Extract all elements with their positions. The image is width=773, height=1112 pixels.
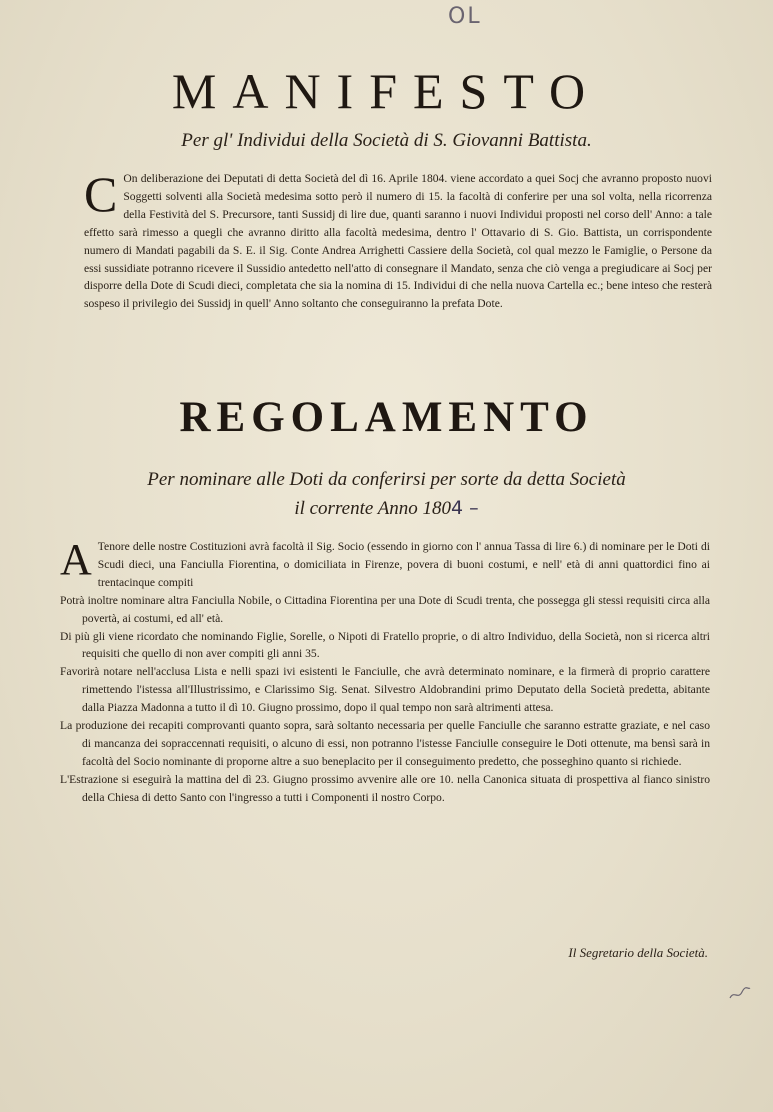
manifesto-body-text: On deliberazione dei Deputati di detta Società del dì 16. Aprile 1804. viene accordato a quei Socj che avranno proposto nuovi Soggetti solventi alla Società medesima sotto però il numero di 15. la facoltà di conferire per una sol volta, nella ricorrenza della Festività del S. Precursore, tanti Sussidj di lire due, quanti saranno i nuovi Individui proposti nel corso dell' Anno: a tale effetto sarà rimesso a quegli che avranno diritto alla facoltà medesima, dentro l' Ottavario di S. Gio. Battista, un corrispondente numero di Mandati pagabili da S. E. il Sig. Conte Andrea Arrighetti Cassiere della Società, col qual mezzo le Famiglie, o Persone da essi sussidiate potranno ricevere il Sussidio antedetto nell'atto di consegnare il Mandato, senza che ciò venga a pregiudicare ai Socj per disporre della Dote di Scudi dieci, completata che sia la nomina di 15. Individui di che nella nuova Cartella ec.; bene inteso che resterà sospeso il privilegio dei Sussidj in quell' Anno soltanto che conseguiranno la prefata Dote. xyxy=(84,172,712,311)
regolamento-dropcap: A xyxy=(60,535,92,584)
regolamento-paragraph-3: Di più gli viene ricordato che nominando Figlie, Sorelle, o Nipoti di Fratello proprie, o di altro Individuo, della Società, non si ricerca altri requisiti che quello di non aver compiti gli anni 35. xyxy=(60,629,710,661)
regolamento-year-handwritten: 4 – xyxy=(451,497,479,519)
regolamento-paragraph-5: La produzione dei recapiti comprovanti quanto sopra, sarà soltanto necessaria per quelle Fanciulle che saranno estratte graziate, e nel caso di mancanza dei sopraccennati requisiti, o alcuno di essi, non potranno l'istesse Fanciulle conseguire le Doti ottenute, ma bensì sarà in facoltà del Socio nominante di proporne altre a suo beneplacito per il conseguimento predetto, che posseghino quanto si richiede. xyxy=(60,719,710,768)
manifesto-dropcap: C xyxy=(84,166,118,222)
manifesto-body xyxy=(84,166,712,313)
manifesto-title: MANIFESTO xyxy=(171,63,602,119)
regolamento-subtitle-printed: il corrente Anno 180 xyxy=(294,498,452,519)
manifesto-subtitle: Per gl' Individui della Società di S. Giovanni Battista. xyxy=(181,130,592,151)
regolamento-paragraph-1-text: Tenore delle nostre Costituzioni avrà facoltà il Sig. Socio (essendo in giorno con l' annua Tassa di lire 6.) di nominare per le Doti di Scudi dieci, una Fanciulla Fiorentina, o domiciliata in Firenze, povera di buoni costumi, e nell' età di anni quattordici fino ai trentacinque compiti xyxy=(97,540,710,589)
regolamento-paragraph-6: L'Estrazione si eseguirà la mattina del dì 23. Giugno prossimo avvenire alle ore 10. nella Canonica situata di prospettiva al fianco sinistro della Chiesa di detto Santo con l'ingresso a tutti i Componenti il nostro Corpo. xyxy=(60,772,710,804)
regolamento-title: REGOLAMENTO xyxy=(179,394,594,441)
regolamento-subtitle xyxy=(0,465,773,523)
signature-line: Il Segretario della Società. xyxy=(568,945,708,960)
regolamento-paragraph-2: Potrà inoltre nominare altra Fanciulla Nobile, o Cittadina Fiorentina per una Dote di Scudi trenta, che possegga gli stessi requisiti circa alla povertà, ai costumi, ed all' età. xyxy=(60,593,710,625)
regolamento-paragraph-1 xyxy=(60,535,710,592)
regolamento-subtitle-line2 xyxy=(0,494,773,523)
regolamento-subtitle-line1: Per nominare alle Doti da conferirsi per sorte da detta Società xyxy=(147,469,626,490)
regolamento-paragraph-4: Favorirà notare nell'acclusa Lista e nelli spazi ivi esistenti le Fanciulle, che avrà determinato nominare, e la firmerà di proprio carattere rimettendo l'istessa all'Illustrissimo, e Clarissimo Sig. Senat. Silvestro Aldobrandini primo Deputato della Società predetta, abitante dalla Piazza Madonna a tutto il dì 10. Giugno prossimo, dopo il qual tempo non sarà altrimenti attesa. xyxy=(60,665,710,715)
pen-mark-icon xyxy=(728,986,752,1002)
regolamento-body xyxy=(60,535,710,807)
handwritten-note: OL xyxy=(448,4,482,29)
